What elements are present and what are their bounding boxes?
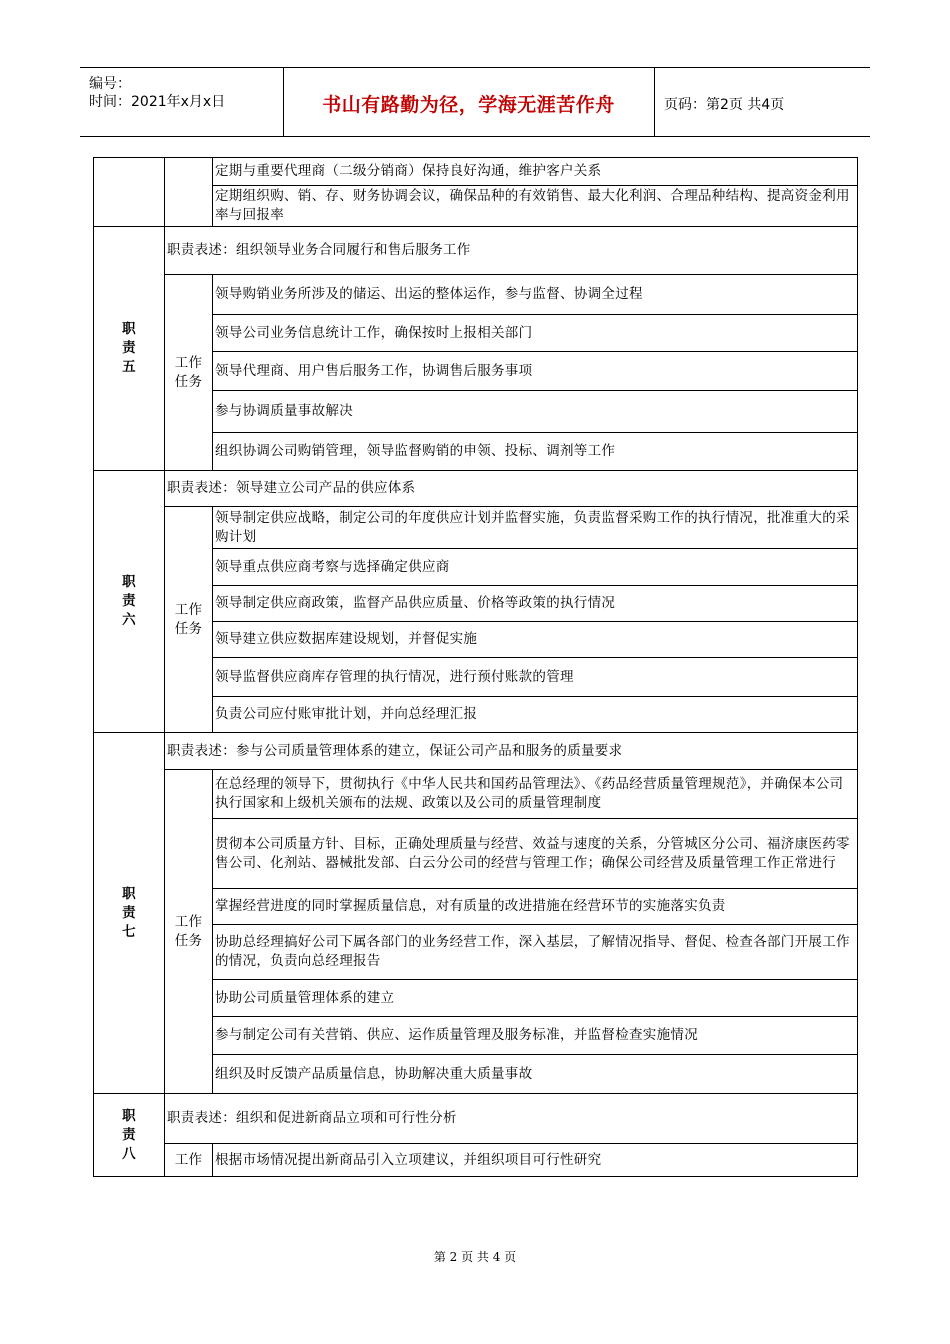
task-item: 协助总经理搞好公司下属各部门的业务经营工作，深入基层，了解情况指导、督促、检查各部门开展工作的情况，负责向总经理报告 (213, 925, 858, 980)
task-label-cell: 工作 任务 (165, 770, 213, 1094)
duty-8-description: 职责表述：组织和促进新商品立项和可行性分析 (165, 1094, 858, 1144)
task-item: 组织及时反馈产品质量信息，协助解决重大质量事故 (213, 1055, 858, 1094)
table-row (94, 733, 858, 770)
task-item: 定期与重要代理商（二级分销商）保持良好沟通，维护客户关系 (213, 158, 858, 186)
task-item: 领导监督供应商库存管理的执行情况，进行预付账款的管理 (213, 658, 858, 697)
header-motto: 书山有路勤为径，学海无涯苦作舟 (322, 94, 615, 116)
table-row (94, 275, 858, 315)
task-item: 领导代理商、用户售后服务工作，协调售后服务事项 (213, 352, 858, 391)
duty-8-label: 职 责 八 (94, 1094, 165, 1177)
task-item: 领导制定供应战略，制定公司的年度供应计划并监督实施，负责监督采购工作的执行情况，批准重大的采购计划 (213, 507, 858, 549)
duty-7-label: 职 责 七 (94, 733, 165, 1094)
task-item: 定期组织购、销、存、财务协调会议，确保品种的有效销售、最大化利润、合理品种结构、提高资金利用率与回报率 (213, 186, 858, 227)
duty-6-description: 职责表述：领导建立公司产品的供应体系 (165, 471, 858, 507)
task-item: 参与制定公司有关营销、供应、运作质量管理及服务标准，并监督检查实施情况 (213, 1017, 858, 1055)
task-item: 领导建立供应数据库建设规划，并督促实施 (213, 622, 858, 658)
task-label-cell: 工作 任务 (165, 275, 213, 471)
document-date-label: 时间：2021年x月x日 (89, 94, 226, 110)
task-label-cell: 工作 (165, 1144, 213, 1177)
task-item: 领导重点供应商考察与选择确定供应商 (213, 549, 858, 586)
task-item: 负责公司应付账审批计划，并向总经理汇报 (213, 697, 858, 733)
task-item: 掌握经营进度的同时掌握质量信息，对有质量的改进措施在经营环节的实施落实负责 (213, 889, 858, 925)
table-row (94, 770, 858, 819)
page-indicator: 页码：第2页 共4页 (664, 97, 785, 113)
table-row (94, 471, 858, 507)
duty-label-cell (94, 158, 165, 227)
duty-5-label: 职 责 五 (94, 227, 165, 471)
task-item: 协助公司质量管理体系的建立 (213, 980, 858, 1017)
task-item: 领导公司业务信息统计工作，确保按时上报相关部门 (213, 315, 858, 352)
table-row (94, 227, 858, 275)
duty-7-description: 职责表述：参与公司质量管理体系的建立，保证公司产品和服务的质量要求 (165, 733, 858, 770)
table-row (94, 507, 858, 549)
duty-table (93, 157, 858, 1177)
table-row (94, 158, 858, 186)
task-item: 在总经理的领导下，贯彻执行《中华人民共和国药品管理法》、《药品经营质量管理规范》，并确保本公司执行国家和上级机关颁布的法规、政策以及公司的质量管理制度 (213, 770, 858, 819)
page-header (80, 67, 870, 137)
table-row (94, 1094, 858, 1144)
header-divider (654, 68, 655, 136)
task-label-cell: 工作 任务 (165, 507, 213, 733)
document-number-label: 编号： (89, 76, 131, 92)
page-footer: 第 2 页 共 4 页 (433, 1250, 517, 1264)
task-item: 贯彻本公司质量方针、目标，正确处理质量与经营、效益与速度的关系，分管城区分公司、福济康医药零售公司、化剂站、器械批发部、白云分公司的经营与管理工作；确保公司经营及质量管理工作正常进行 (213, 819, 858, 889)
task-item: 组织协调公司购销管理，领导监督购销的申领、投标、调剂等工作 (213, 433, 858, 471)
task-item: 根据市场情况提出新商品引入立项建议，并组织项目可行性研究 (213, 1144, 858, 1177)
duty-5-description: 职责表述：组织领导业务合同履行和售后服务工作 (165, 227, 858, 275)
task-item: 参与协调质量事故解决 (213, 391, 858, 433)
task-label-cell (165, 158, 213, 227)
duty-6-label: 职 责 六 (94, 471, 165, 733)
table-row (94, 1144, 858, 1177)
task-item: 领导制定供应商政策，监督产品供应质量、价格等政策的执行情况 (213, 586, 858, 622)
task-item: 领导购销业务所涉及的储运、出运的整体运作，参与监督、协调全过程 (213, 275, 858, 315)
